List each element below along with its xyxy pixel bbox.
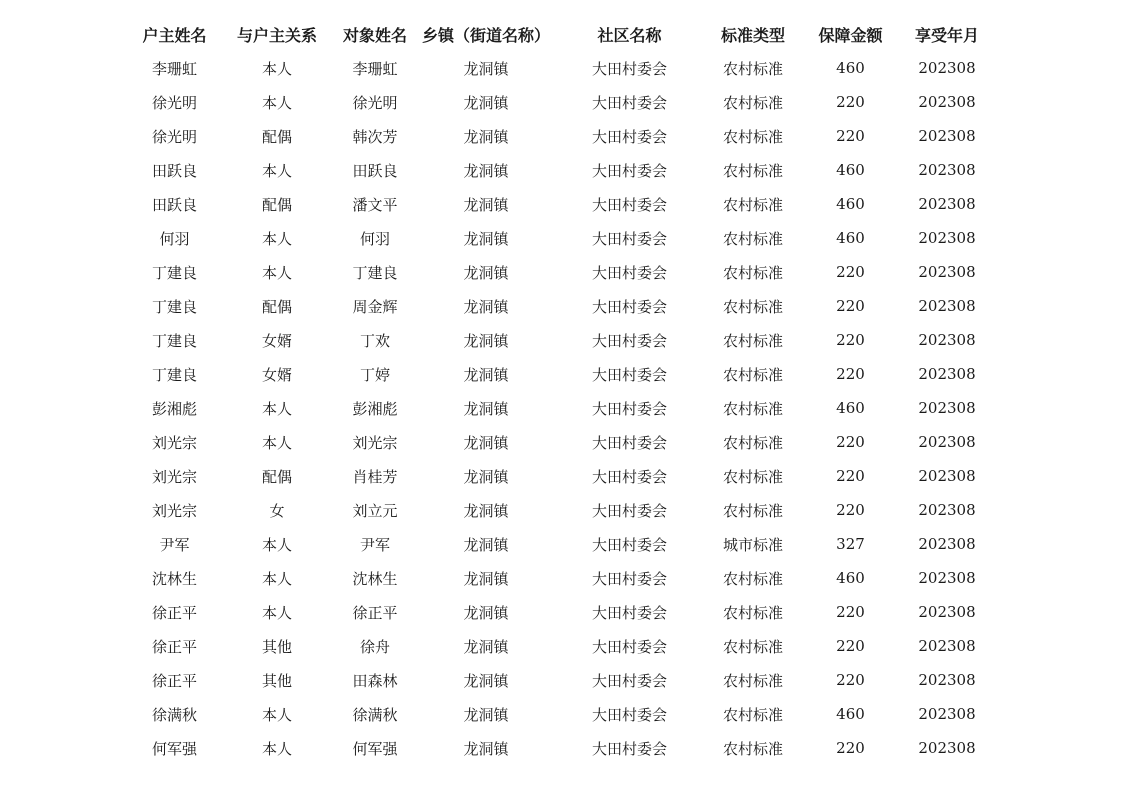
- cell-relation: 本人: [261, 603, 292, 622]
- cell-township: 龙洞镇: [463, 229, 509, 248]
- cell-township: 龙洞镇: [463, 161, 509, 180]
- table-row: [130, 391, 997, 425]
- cell-community: 大田村委会: [591, 467, 667, 486]
- cell-community: 大田村委会: [591, 705, 667, 724]
- cell-recipient-name: 韩次芳: [352, 127, 398, 146]
- cell-relation: 配偶: [261, 195, 292, 214]
- cell-community: 大田村委会: [591, 263, 667, 282]
- cell-standard-type: 农村标准: [722, 399, 783, 418]
- cell-amount: 460: [836, 59, 865, 77]
- cell-standard-type: 农村标准: [722, 229, 783, 248]
- cell-relation: 本人: [261, 705, 292, 724]
- cell-household-head: 刘光宗: [151, 433, 197, 452]
- cell-community: 大田村委会: [591, 93, 667, 112]
- cell-month: 202308: [918, 569, 976, 587]
- cell-community: 大田村委会: [591, 637, 667, 656]
- table-row: [130, 493, 997, 527]
- cell-relation: 女婿: [261, 365, 292, 384]
- cell-household-head: 丁建良: [151, 331, 197, 350]
- cell-amount: 220: [836, 93, 865, 111]
- cell-amount: 220: [836, 671, 865, 689]
- cell-township: 龙洞镇: [463, 59, 509, 78]
- header-amount: 保障金额: [818, 25, 883, 45]
- cell-standard-type: 农村标准: [722, 127, 783, 146]
- table-row: [130, 731, 997, 765]
- cell-amount: 220: [836, 433, 865, 451]
- cell-standard-type: 农村标准: [722, 501, 783, 520]
- cell-recipient-name: 何军强: [352, 739, 398, 758]
- table-body: [130, 51, 997, 765]
- cell-community: 大田村委会: [591, 433, 667, 452]
- cell-month: 202308: [918, 671, 976, 689]
- cell-relation: 本人: [261, 161, 292, 180]
- cell-month: 202308: [918, 297, 976, 315]
- table-row: [130, 697, 997, 731]
- cell-household-head: 丁建良: [151, 297, 197, 316]
- table-header: [130, 17, 997, 51]
- cell-month: 202308: [918, 195, 976, 213]
- table-row: [130, 255, 997, 289]
- cell-household-head: 徐满秋: [151, 705, 197, 724]
- cell-amount: 220: [836, 501, 865, 519]
- cell-community: 大田村委会: [591, 195, 667, 214]
- assistance-table: [130, 17, 997, 765]
- cell-township: 龙洞镇: [463, 263, 509, 282]
- cell-community: 大田村委会: [591, 535, 667, 554]
- cell-month: 202308: [918, 467, 976, 485]
- cell-community: 大田村委会: [591, 331, 667, 350]
- cell-recipient-name: 李珊虹: [352, 59, 398, 78]
- header-relation: 与户主关系: [236, 25, 317, 45]
- table-row: [130, 663, 997, 697]
- cell-household-head: 何羽: [159, 229, 190, 248]
- cell-relation: 本人: [261, 739, 292, 758]
- cell-relation: 其他: [261, 671, 292, 690]
- cell-month: 202308: [918, 637, 976, 655]
- cell-recipient-name: 徐舟: [359, 637, 390, 656]
- cell-standard-type: 农村标准: [722, 467, 783, 486]
- cell-month: 202308: [918, 399, 976, 417]
- cell-community: 大田村委会: [591, 603, 667, 622]
- table-row: [130, 221, 997, 255]
- cell-township: 龙洞镇: [463, 127, 509, 146]
- table-row: [130, 425, 997, 459]
- cell-recipient-name: 丁欢: [359, 331, 390, 350]
- cell-amount: 460: [836, 195, 865, 213]
- cell-township: 龙洞镇: [463, 671, 509, 690]
- cell-household-head: 沈林生: [151, 569, 197, 588]
- cell-standard-type: 农村标准: [722, 739, 783, 758]
- cell-household-head: 丁建良: [151, 365, 197, 384]
- cell-community: 大田村委会: [591, 501, 667, 520]
- cell-amount: 327: [836, 535, 865, 553]
- cell-amount: 220: [836, 603, 865, 621]
- cell-amount: 220: [836, 297, 865, 315]
- cell-township: 龙洞镇: [463, 603, 509, 622]
- cell-recipient-name: 肖桂芳: [352, 467, 398, 486]
- header-household-head: 户主姓名: [142, 25, 207, 45]
- table-row: [130, 629, 997, 663]
- cell-standard-type: 农村标准: [722, 569, 783, 588]
- cell-township: 龙洞镇: [463, 535, 509, 554]
- cell-month: 202308: [918, 603, 976, 621]
- cell-month: 202308: [918, 93, 976, 111]
- cell-relation: 本人: [261, 59, 292, 78]
- cell-township: 龙洞镇: [463, 569, 509, 588]
- cell-recipient-name: 尹军: [359, 535, 390, 554]
- cell-township: 龙洞镇: [463, 501, 509, 520]
- cell-month: 202308: [918, 161, 976, 179]
- cell-amount: 220: [836, 263, 865, 281]
- cell-household-head: 刘光宗: [151, 501, 197, 520]
- cell-standard-type: 农村标准: [722, 671, 783, 690]
- cell-relation: 本人: [261, 433, 292, 452]
- cell-recipient-name: 田跃良: [352, 161, 398, 180]
- cell-community: 大田村委会: [591, 59, 667, 78]
- cell-amount: 460: [836, 161, 865, 179]
- cell-community: 大田村委会: [591, 365, 667, 384]
- cell-township: 龙洞镇: [463, 399, 509, 418]
- cell-township: 龙洞镇: [463, 365, 509, 384]
- header-township: 乡镇（街道名称）: [421, 25, 550, 45]
- cell-recipient-name: 徐满秋: [352, 705, 398, 724]
- cell-month: 202308: [918, 501, 976, 519]
- cell-month: 202308: [918, 263, 976, 281]
- cell-household-head: 徐正平: [151, 603, 197, 622]
- cell-community: 大田村委会: [591, 671, 667, 690]
- cell-community: 大田村委会: [591, 569, 667, 588]
- cell-community: 大田村委会: [591, 127, 667, 146]
- cell-community: 大田村委会: [591, 229, 667, 248]
- cell-household-head: 刘光宗: [151, 467, 197, 486]
- table-row: [130, 561, 997, 595]
- cell-standard-type: 农村标准: [722, 161, 783, 180]
- cell-month: 202308: [918, 331, 976, 349]
- table-row: [130, 153, 997, 187]
- cell-relation: 本人: [261, 93, 292, 112]
- cell-standard-type: 农村标准: [722, 263, 783, 282]
- cell-amount: 220: [836, 739, 865, 757]
- cell-township: 龙洞镇: [463, 467, 509, 486]
- table-row: [130, 357, 997, 391]
- header-row: [130, 17, 997, 51]
- table-row: [130, 51, 997, 85]
- cell-amount: 220: [836, 637, 865, 655]
- cell-standard-type: 农村标准: [722, 297, 783, 316]
- cell-township: 龙洞镇: [463, 637, 509, 656]
- cell-recipient-name: 田森林: [352, 671, 398, 690]
- cell-standard-type: 农村标准: [722, 365, 783, 384]
- cell-relation: 配偶: [261, 467, 292, 486]
- cell-recipient-name: 丁婷: [359, 365, 390, 384]
- cell-household-head: 丁建良: [151, 263, 197, 282]
- cell-month: 202308: [918, 365, 976, 383]
- cell-relation: 本人: [261, 399, 292, 418]
- cell-household-head: 田跃良: [151, 195, 197, 214]
- cell-month: 202308: [918, 229, 976, 247]
- cell-relation: 配偶: [261, 297, 292, 316]
- cell-recipient-name: 沈林生: [352, 569, 398, 588]
- cell-standard-type: 农村标准: [722, 433, 783, 452]
- cell-community: 大田村委会: [591, 399, 667, 418]
- cell-standard-type: 农村标准: [722, 637, 783, 656]
- cell-recipient-name: 周金辉: [352, 297, 398, 316]
- cell-township: 龙洞镇: [463, 433, 509, 452]
- cell-month: 202308: [918, 739, 976, 757]
- cell-relation: 本人: [261, 535, 292, 554]
- cell-community: 大田村委会: [591, 297, 667, 316]
- cell-recipient-name: 刘光宗: [352, 433, 398, 452]
- cell-relation: 本人: [261, 569, 292, 588]
- cell-household-head: 徐光明: [151, 127, 197, 146]
- cell-standard-type: 城市标准: [722, 535, 783, 554]
- cell-household-head: 徐正平: [151, 671, 197, 690]
- cell-community: 大田村委会: [591, 739, 667, 758]
- cell-standard-type: 农村标准: [722, 603, 783, 622]
- cell-recipient-name: 徐光明: [352, 93, 398, 112]
- cell-township: 龙洞镇: [463, 705, 509, 724]
- cell-recipient-name: 徐正平: [352, 603, 398, 622]
- cell-standard-type: 农村标准: [722, 59, 783, 78]
- cell-household-head: 尹军: [159, 535, 190, 554]
- cell-household-head: 彭湘彪: [151, 399, 197, 418]
- cell-amount: 460: [836, 229, 865, 247]
- cell-recipient-name: 丁建良: [352, 263, 398, 282]
- cell-month: 202308: [918, 705, 976, 723]
- cell-township: 龙洞镇: [463, 331, 509, 350]
- table-row: [130, 459, 997, 493]
- cell-household-head: 徐正平: [151, 637, 197, 656]
- table-row: [130, 85, 997, 119]
- cell-relation: 其他: [261, 637, 292, 656]
- cell-township: 龙洞镇: [463, 297, 509, 316]
- table-row: [130, 527, 997, 561]
- cell-amount: 460: [836, 569, 865, 587]
- table-row: [130, 119, 997, 153]
- cell-township: 龙洞镇: [463, 93, 509, 112]
- cell-standard-type: 农村标准: [722, 93, 783, 112]
- cell-community: 大田村委会: [591, 161, 667, 180]
- cell-recipient-name: 彭湘彪: [352, 399, 398, 418]
- cell-recipient-name: 潘文平: [352, 195, 398, 214]
- header-recipient-name: 对象姓名: [342, 25, 407, 45]
- cell-standard-type: 农村标准: [722, 705, 783, 724]
- cell-amount: 460: [836, 705, 865, 723]
- cell-household-head: 何军强: [151, 739, 197, 758]
- cell-relation: 女婿: [261, 331, 292, 350]
- table-row: [130, 289, 997, 323]
- cell-relation: 配偶: [261, 127, 292, 146]
- table-row: [130, 595, 997, 629]
- table-row: [130, 187, 997, 221]
- cell-month: 202308: [918, 433, 976, 451]
- header-standard-type: 标准类型: [720, 25, 785, 45]
- cell-township: 龙洞镇: [463, 195, 509, 214]
- cell-amount: 220: [836, 127, 865, 145]
- cell-recipient-name: 何羽: [359, 229, 390, 248]
- cell-recipient-name: 刘立元: [352, 501, 398, 520]
- cell-amount: 460: [836, 399, 865, 417]
- cell-month: 202308: [918, 127, 976, 145]
- cell-standard-type: 农村标准: [722, 331, 783, 350]
- cell-household-head: 田跃良: [151, 161, 197, 180]
- header-community: 社区名称: [597, 25, 662, 45]
- cell-month: 202308: [918, 59, 976, 77]
- header-month: 享受年月: [914, 25, 979, 45]
- cell-month: 202308: [918, 535, 976, 553]
- cell-relation: 本人: [261, 263, 292, 282]
- cell-amount: 220: [836, 331, 865, 349]
- table-row: [130, 323, 997, 357]
- cell-relation: 女: [269, 501, 285, 520]
- cell-household-head: 李珊虹: [151, 59, 197, 78]
- cell-amount: 220: [836, 365, 865, 383]
- cell-amount: 220: [836, 467, 865, 485]
- cell-relation: 本人: [261, 229, 292, 248]
- cell-township: 龙洞镇: [463, 739, 509, 758]
- cell-household-head: 徐光明: [151, 93, 197, 112]
- cell-standard-type: 农村标准: [722, 195, 783, 214]
